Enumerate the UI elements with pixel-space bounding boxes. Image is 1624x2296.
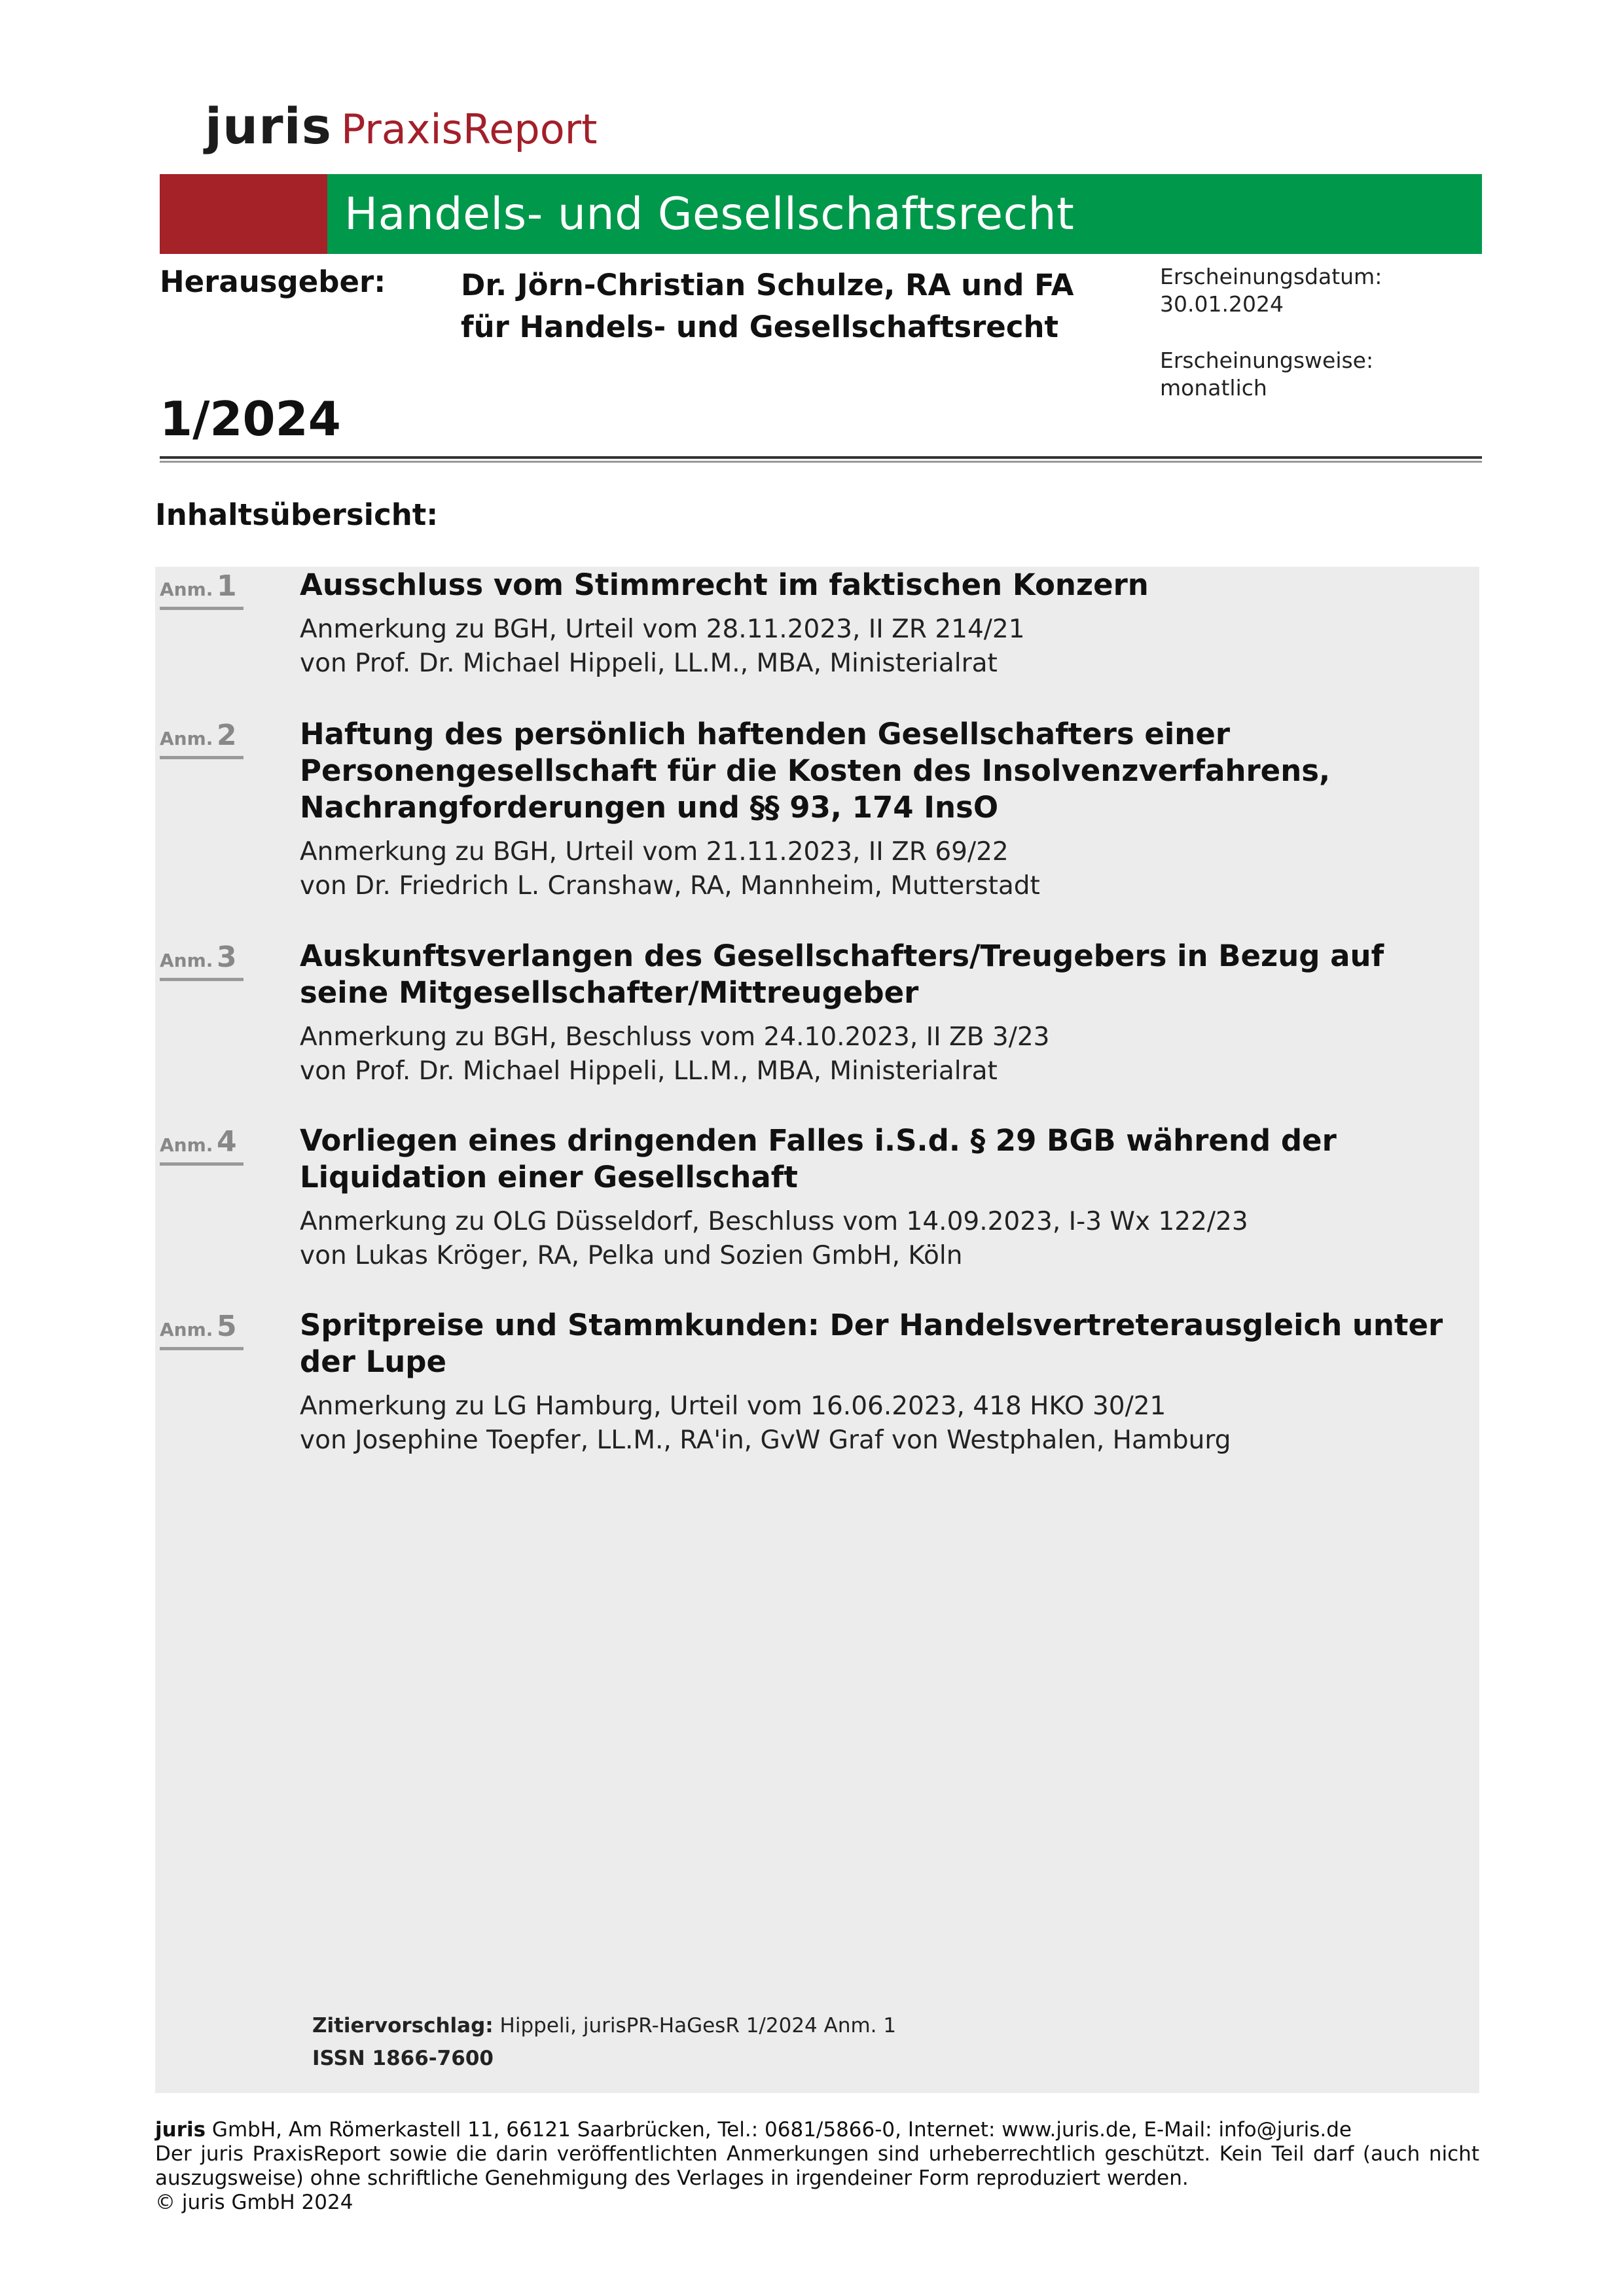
toc-entry-3[interactable] <box>160 938 1475 1088</box>
frequency-value: monatlich <box>1160 375 1267 401</box>
banner-green-block <box>327 174 1482 254</box>
header-rule-shadow <box>160 461 1482 463</box>
publication-meta <box>1160 263 1487 431</box>
toc-entry-4[interactable] <box>160 1122 1475 1273</box>
citation-label: Zitiervorschlag: <box>312 2014 494 2037</box>
anm-badge: Anm. 3 <box>160 941 244 981</box>
toc-title: Inhaltsübersicht: <box>155 497 439 532</box>
entry-title[interactable]: Spritpreise und Stammkunden: Der Handelsvertreterausgleich unter der Lupe <box>300 1308 1443 1379</box>
footer-address: GmbH, Am Römerkastell 11, 66121 Saarbrücken, Tel.: 0681/5866-0, Internet: www.juris.de, E-Mail: info@juris.de <box>211 2118 1352 2142</box>
entry-title[interactable]: Auskunftsverlangen des Gesellschafters/Treugebers in Bezug auf seine Mitgesellschafter/Mittreugeber <box>300 939 1384 1010</box>
entry-author: von Prof. Dr. Michael Hippeli, LL.M., MBA, Ministerialrat <box>300 649 998 678</box>
entry-court: Anmerkung zu BGH, Urteil vom 21.11.2023, II ZR 69/22 <box>300 837 1009 867</box>
publisher-label: Herausgeber: <box>160 264 386 299</box>
entry-title[interactable]: Ausschluss vom Stimmrecht im faktischen Konzern <box>300 567 1149 602</box>
entry-details <box>300 835 1475 903</box>
entry-author: von Dr. Friedrich L. Cranshaw, RA, Mannheim, Mutterstadt <box>300 871 1040 901</box>
frequency-label: Erscheinungsweise: <box>1160 348 1374 373</box>
entry-details <box>300 1390 1475 1458</box>
section-banner <box>160 174 1482 254</box>
toc-entry-2[interactable] <box>160 716 1475 903</box>
logo-product: PraxisReport <box>340 105 598 153</box>
entry-court: Anmerkung zu LG Hamburg, Urteil vom 16.06.2023, 418 HKO 30/21 <box>300 1391 1166 1421</box>
issue-number: 1/2024 <box>160 391 341 446</box>
entry-details <box>300 1020 1475 1088</box>
anm-badge: Anm. 4 <box>160 1125 244 1166</box>
date-value: 30.01.2024 <box>1160 291 1284 317</box>
citation-text: Hippeli, jurisPR-HaGesR 1/2024 Anm. 1 <box>499 2014 897 2037</box>
publisher-name: Dr. Jörn-Christian Schulze, RA und FA für Handels- und Gesellschaftsrecht <box>461 268 1074 344</box>
juris-logo <box>205 97 597 160</box>
footer-brand: juris <box>155 2118 206 2142</box>
entry-author: von Josephine Toepfer, LL.M., RA'in, GvW Graf von Westphalen, Hamburg <box>300 1426 1231 1455</box>
entry-title[interactable]: Haftung des persönlich haftenden Gesellschafters einer Personengesellschaft für die Kosten des Insolvenzverfahrens, Nachrangforderungen und §§ 93, 174 InsO <box>300 717 1331 825</box>
anm-badge: Anm. 1 <box>160 569 244 610</box>
header-rule <box>160 456 1482 459</box>
logo-brand: juris <box>205 97 332 155</box>
anm-badge: Anm. 2 <box>160 719 244 759</box>
entry-court: Anmerkung zu OLG Düsseldorf, Beschluss vom 14.09.2023, I-3 Wx 122/23 <box>300 1207 1248 1236</box>
anm-badge: Anm. 5 <box>160 1310 244 1350</box>
entry-author: von Prof. Dr. Michael Hippeli, LL.M., MBA, Ministerialrat <box>300 1056 998 1086</box>
issn: ISSN 1866-7600 <box>312 2047 494 2070</box>
footer-copyright-notice: Der juris PraxisReport sowie die darin veröffentlichten Anmerkungen sind urheberrechtlich geschützt. Kein Teil darf (auch nicht auszugsweise) ohne schriftliche Genehmigung des Verlages in irgendeiner Form reproduziert werden. <box>155 2142 1479 2190</box>
entry-title[interactable]: Vorliegen eines dringenden Falles i.S.d. § 29 BGB während der Liquidation einer Gesellschaft <box>300 1123 1337 1194</box>
banner-red-block <box>160 174 327 254</box>
entry-details <box>300 1205 1475 1273</box>
date-label: Erscheinungsdatum: <box>1160 264 1382 289</box>
toc-entry-5[interactable] <box>160 1307 1475 1458</box>
page-footer <box>155 2118 1479 2215</box>
toc-entry-1[interactable] <box>160 567 1475 681</box>
entry-court: Anmerkung zu BGH, Beschluss vom 24.10.2023, II ZB 3/23 <box>300 1022 1050 1052</box>
entry-court: Anmerkung zu BGH, Urteil vom 28.11.2023, II ZR 214/21 <box>300 615 1025 644</box>
entry-author: von Lukas Kröger, RA, Pelka und Sozien GmbH, Köln <box>300 1241 963 1270</box>
citation-block <box>312 2009 896 2075</box>
footer-copyright: © juris GmbH 2024 <box>155 2191 353 2214</box>
banner-title: Handels- und Gesellschaftsrecht <box>344 188 1075 240</box>
entry-details <box>300 613 1475 681</box>
